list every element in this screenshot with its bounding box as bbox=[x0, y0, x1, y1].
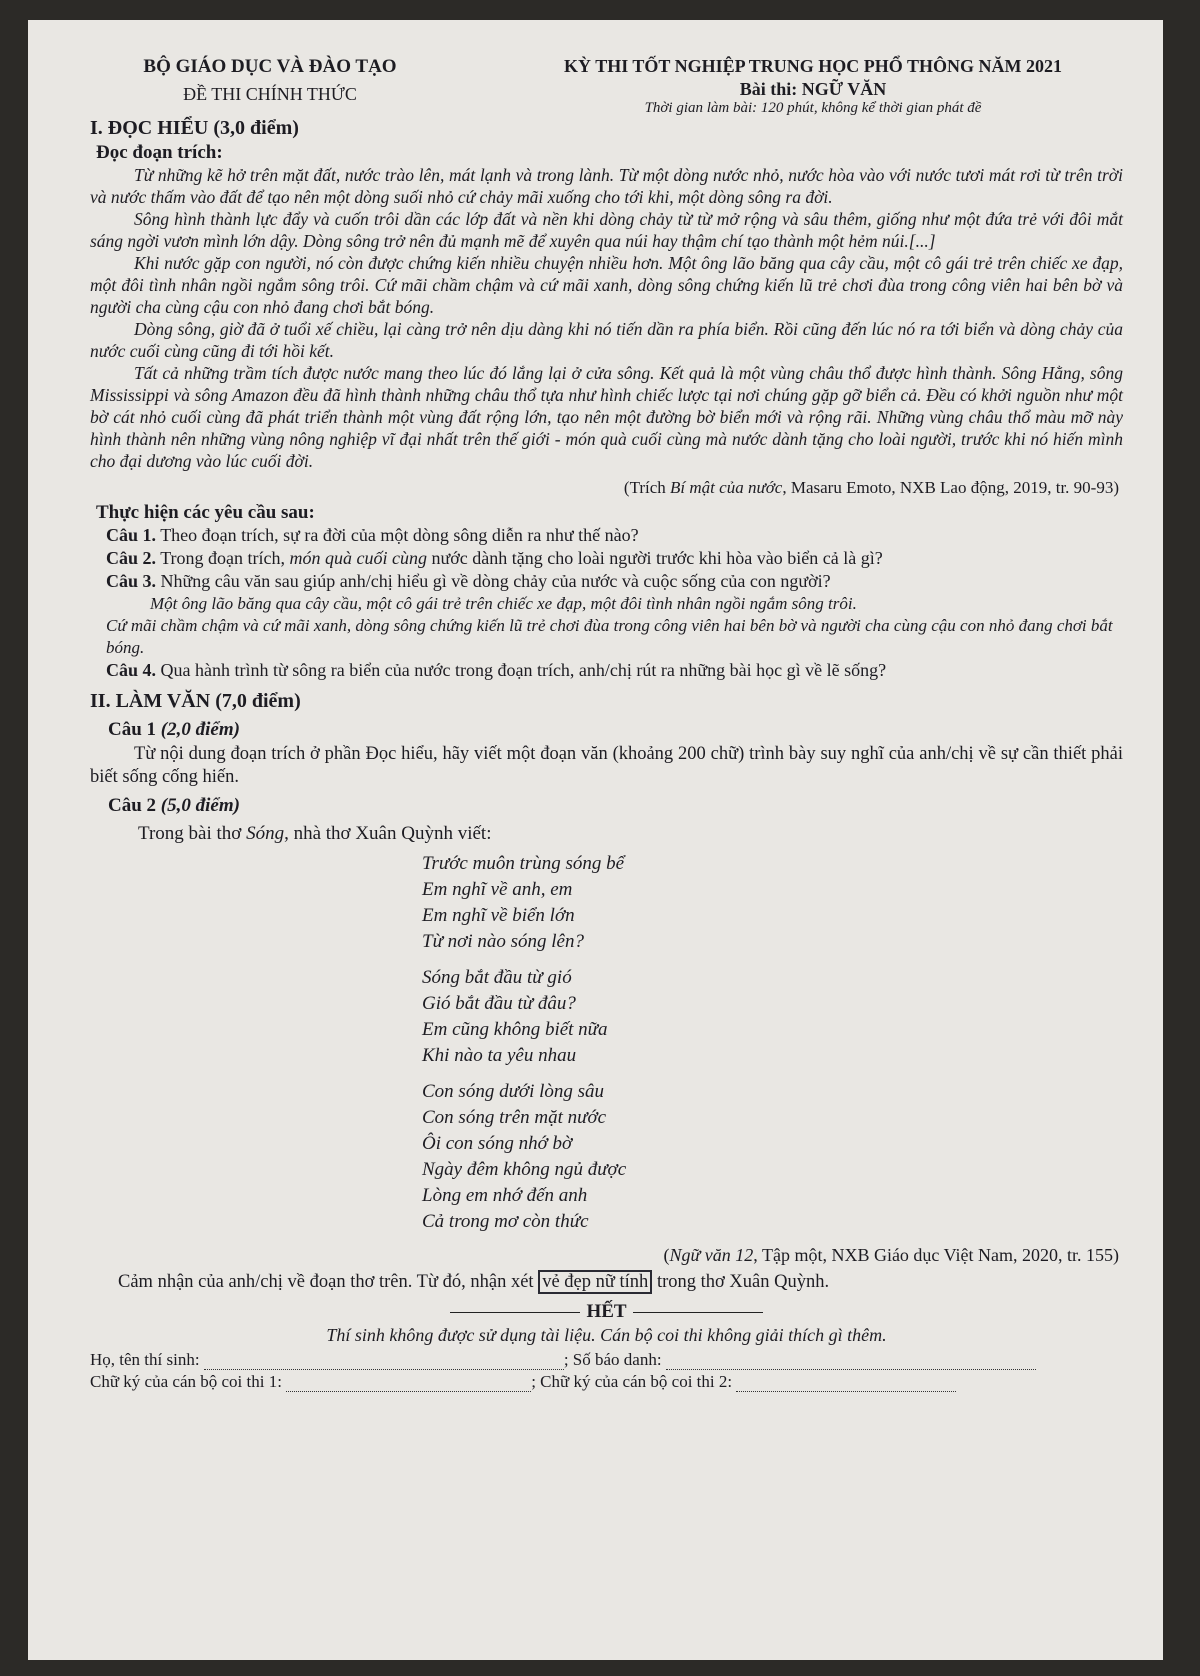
header-left bbox=[90, 56, 450, 117]
source-suffix: , Masaru Emoto, NXB Lao động, 2019, tr. 90-93) bbox=[782, 478, 1119, 497]
supervisor-2-label: ; Chữ ký của cán bộ coi thi 2: bbox=[531, 1372, 733, 1391]
passage-label: Đọc đoạn trích: bbox=[96, 142, 223, 163]
poem-line: Ngày đêm không ngủ được bbox=[422, 1159, 627, 1180]
question-3 bbox=[106, 570, 1123, 593]
passage-paragraph: Khi nước gặp con người, nó còn được chứng kiến nhiều chuyện nhiều hơn. Một ông lão băng qua cây cầu, một cô gái trẻ trên chiếc xe đạp, một đôi tình nhân ngồi ngắm sông trôi. Cứ mãi chầm chậm và cứ mãi xanh, dòng sông chứng kiến lũ trẻ chơi đùa trong công viên hai bên bờ và người cha cùng cậu con nhỏ đang chơi bắt bóng. bbox=[90, 253, 1123, 317]
poem-stanza bbox=[422, 965, 1123, 1069]
exam-time: Thời gian làm bài: 120 phút, không kể thời gian phát đề bbox=[644, 100, 982, 116]
intro-text: , nhà thơ Xuân Quỳnh viết: bbox=[284, 823, 492, 844]
supervisor-2-blank bbox=[736, 1377, 956, 1392]
passage-paragraph: Tất cả những trầm tích được nước mang theo lúc đó lắng lại ở cửa sông. Kết quả là một vùng châu thổ được hình thành. Sông Hằng, sông Mississippi và sông Amazon đều đã hình thành những châu thổ tựa như hình chiếc lược tại nơi chúng gặp gỡ biển cả. Đều có khởi nguồn như một bờ cát nhỏ cuối cùng đã phát triển thành một vùng đất rộng lớn, tạo nên một đường bờ biển mới và rộng rãi. Những vùng châu thổ màu mỡ này hình thành nên những vùng nông nghiệp vĩ đại nhất trên thế giới - món quà cuối cùng mà nước dành tặng cho loài người, trước khi nó hiến mình cho đại dương vào lúc cuối đời. bbox=[90, 363, 1123, 471]
essay-question-1 bbox=[108, 719, 1123, 741]
exam-sheet bbox=[28, 20, 1163, 1660]
poem-source bbox=[90, 1245, 1119, 1266]
candidate-fields bbox=[90, 1350, 1123, 1392]
question-text: nước dành tặng cho loài người trước khi hòa vào biển cả là gì? bbox=[427, 548, 883, 568]
question-text: Trong đoạn trích, bbox=[156, 548, 290, 568]
source-title: Ngữ văn 12 bbox=[669, 1245, 754, 1265]
poem-line: Ôi con sóng nhớ bờ bbox=[422, 1133, 573, 1154]
essay-question-2-task bbox=[118, 1272, 1123, 1293]
poem-line: Cả trong mơ còn thức bbox=[422, 1211, 589, 1232]
poem bbox=[422, 851, 1123, 1235]
candidate-name-label: Họ, tên thí sinh: bbox=[90, 1350, 200, 1369]
task-text: trong thơ Xuân Quỳnh. bbox=[652, 1272, 830, 1292]
supervisor-1-label: Chữ ký của cán bộ coi thi 1: bbox=[90, 1372, 282, 1391]
question-label: Câu 3. bbox=[106, 571, 157, 591]
poem-line: Em nghĩ về biển lớn bbox=[422, 905, 575, 926]
poem-intro bbox=[138, 823, 1123, 845]
question-text: Những câu văn sau giúp anh/chị hiểu gì về dòng chảy của nước và cuộc sống của con người? bbox=[156, 571, 831, 591]
source-suffix: , Tập một, NXB Giáo dục Việt Nam, 2020, tr. 155) bbox=[753, 1245, 1119, 1265]
essay-points: (5,0 điểm) bbox=[160, 795, 240, 816]
task-label: Thực hiện các yêu cầu sau: bbox=[96, 502, 315, 523]
poem-line: Con sóng trên mặt nước bbox=[422, 1107, 607, 1128]
header-right bbox=[503, 56, 1123, 117]
poem-stanza bbox=[422, 851, 1123, 955]
boxed-phrase: vẻ đẹp nữ tính bbox=[538, 1270, 652, 1294]
poem-line: Gió bắt đầu từ đâu? bbox=[422, 993, 576, 1014]
candidate-name-row bbox=[90, 1350, 1123, 1370]
question-italic: món quà cuối cùng bbox=[289, 548, 428, 568]
end-marker bbox=[90, 1301, 1123, 1323]
reading-passage bbox=[90, 164, 1123, 472]
passage-source bbox=[90, 478, 1119, 498]
question-text: Qua hành trình từ sông ra biển của nước trong đoạn trích, anh/chị rút ra những bài học gì về lẽ sống? bbox=[156, 660, 887, 680]
source-prefix: ( bbox=[663, 1245, 670, 1265]
task-text: Cảm nhận của anh/chị về đoạn thơ trên. Từ đó, nhận xét bbox=[118, 1272, 539, 1292]
intro-text: Trong bài thơ bbox=[138, 823, 247, 844]
supervisor-1-blank bbox=[286, 1377, 531, 1392]
question-3-quote: Cứ mãi chầm chậm và cứ mãi xanh, dòng sông chứng kiến lũ trẻ chơi đùa trong công viên hai bên bờ và người cha cùng cậu con nhỏ đang chơi bắt bóng. bbox=[106, 616, 1113, 657]
poem-line: Con sóng dưới lòng sâu bbox=[422, 1081, 605, 1102]
source-title: Bí mật của nước bbox=[670, 478, 783, 497]
end-rule-right bbox=[633, 1312, 763, 1313]
poem-line: Lòng em nhớ đến anh bbox=[422, 1185, 588, 1206]
essay-prompt: Từ nội dung đoạn trích ở phần Đọc hiểu, hãy viết một đoạn văn (khoảng 200 chữ) trình bày suy nghĩ của anh/chị về sự cần thiết phải biết sống cống hiến. bbox=[90, 744, 1123, 787]
source-prefix: (Trích bbox=[623, 478, 671, 497]
official-label: ĐỀ THI CHÍNH THỨC bbox=[183, 84, 357, 104]
question-4 bbox=[106, 659, 1123, 682]
exam-header bbox=[90, 56, 1123, 117]
end-rule-left bbox=[450, 1312, 580, 1313]
question-3-quote: Một ông lão băng qua cây cầu, một cô gái trẻ trên chiếc xe đạp, một đôi tình nhân ngồi ngắm sông trôi. bbox=[150, 594, 857, 613]
essay-question-2 bbox=[108, 795, 1123, 817]
passage-paragraph: Sông hình thành lực đẩy và cuốn trôi dần các lớp đất và nền khi dòng chảy từ từ mở rộng và sâu thêm, giống như một đứa trẻ với đôi mắt sáng ngời vươn mình lớn dậy. Dòng sông trở nên đủ mạnh mẽ để xuyên qua núi hay thậm chí tạo thành một hẻm núi.[...] bbox=[90, 209, 1123, 251]
essay-label: Câu 2 bbox=[108, 795, 161, 816]
question-text: Theo đoạn trích, sự ra đời của một dòng sông diễn ra như thế nào? bbox=[156, 525, 639, 545]
question-2 bbox=[106, 547, 1123, 570]
poem-stanza bbox=[422, 1079, 1123, 1235]
ministry-name: BỘ GIÁO DỤC VÀ ĐÀO TẠO bbox=[143, 56, 397, 77]
essay-question-1-body bbox=[90, 743, 1123, 789]
poem-line: Sóng bắt đầu từ gió bbox=[422, 967, 572, 988]
supervisor-signature-row bbox=[90, 1372, 1123, 1392]
part2-title: II. LÀM VĂN (7,0 điểm) bbox=[90, 690, 301, 712]
question-1 bbox=[106, 524, 1123, 547]
poem-line: Em nghĩ về anh, em bbox=[422, 879, 573, 900]
candidate-number-label: ; Số báo danh: bbox=[563, 1350, 662, 1369]
poem-title: Sóng bbox=[246, 823, 285, 844]
exam-title: KỲ THI TỐT NGHIỆP TRUNG HỌC PHỔ THÔNG NĂM 2021 bbox=[564, 56, 1062, 76]
question-label: Câu 4. bbox=[106, 660, 157, 680]
candidate-number-blank bbox=[666, 1355, 1036, 1370]
candidate-name-blank bbox=[204, 1355, 564, 1370]
passage-paragraph: Từ những kẽ hở trên mặt đất, nước trào lên, mát lạnh và trong lành. Từ một dòng nước nhỏ, nước hòa vào với nước tươi mát rơi từ trên trời và nước thấm vào đất để tạo nên một dòng suối nhỏ cứ chảy mãi xuống cho tới khi, một dòng sông ra đời. bbox=[90, 165, 1123, 207]
poem-line: Khi nào ta yêu nhau bbox=[422, 1045, 577, 1066]
essay-label: Câu 1 bbox=[108, 719, 161, 740]
end-text: HẾT bbox=[586, 1301, 627, 1322]
poem-line: Em cũng không biết nữa bbox=[422, 1019, 608, 1040]
essay-points: (2,0 điểm) bbox=[160, 719, 240, 740]
passage-paragraph: Dòng sông, giờ đã ở tuổi xế chiều, lại càng trở nên dịu dàng khi nó tiến dần ra phía biển. Rồi cũng đến lúc nó ra tới biển và dòng chảy của nước cuối cùng cũng đi tới hồi kết. bbox=[90, 319, 1123, 361]
question-label: Câu 2. bbox=[106, 548, 157, 568]
exam-subject: Bài thi: NGỮ VĂN bbox=[739, 79, 887, 99]
part1-title: I. ĐỌC HIỂU (3,0 điểm) bbox=[90, 117, 299, 139]
question-label: Câu 1. bbox=[106, 525, 157, 545]
poem-line: Trước muôn trùng sóng bể bbox=[422, 853, 625, 874]
exam-note: Thí sinh không được sử dụng tài liệu. Cán bộ coi thi không giải thích gì thêm. bbox=[326, 1325, 887, 1345]
poem-line: Từ nơi nào sóng lên? bbox=[422, 931, 584, 952]
